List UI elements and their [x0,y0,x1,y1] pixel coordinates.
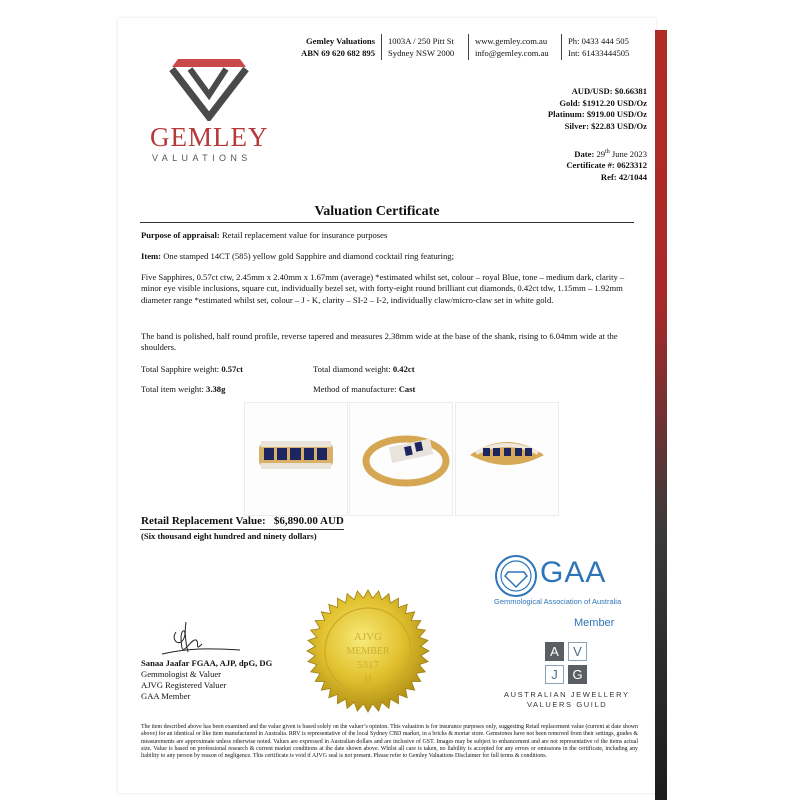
sapphire-weight-value: 0.57ct [221,364,244,374]
header-phone [568,35,629,59]
ajvg-letter-g: G [568,665,587,684]
page-title: Valuation Certificate [314,204,440,219]
band-description: The band is polished, half round profile, reverse tapered and measures 2.38mm wide at the base of the shank, rising to 6.04mm wide at the shoulders. [141,331,618,353]
title-rule [140,222,634,223]
diamond-weight [313,364,513,375]
item-weight-value: 3.38g [206,384,226,394]
stone-description: Five Sapphires, 0.57ct ctw, 2.45mm x 2.40mm x 1.67mm (average) *estimated whilst set, colour – royal Blue, tone – medium dark, clarity – minor eye visible inclusions, square cut, individually bezel set, with forty-eight round brilliant cut diamonds, 0.42ct tdw, 1.15mm – 1.92mm diameter range *estimated whilst set, colour – J - K, clarity – SI-2 – I-2, individually claw/micro-claw set in white gold. [141,272,625,305]
date-rest: June 2023 [611,148,647,159]
company-name: Gemley Valuations [306,36,375,46]
gaa-wordmark: GAA [540,556,607,589]
signature-icon [140,618,250,660]
diamond-weight-value: 0.42ct [392,364,415,374]
header-company [293,35,375,59]
ring-front-image [245,403,347,515]
header-address [388,35,454,59]
ajvg-gold-seal-icon [305,588,431,714]
gaa-member-label: Member [574,617,615,629]
company-abn: ABN 69 620 682 895 [300,48,375,58]
signatory-block [141,658,272,702]
signatory-role2: AJVG Registered Valuer [141,680,227,690]
purpose-line [141,230,633,241]
svg-text:MEMBER: MEMBER [346,646,390,657]
item-label: Item: [141,251,162,261]
certificate-label: Certificate #: [566,160,615,171]
rate-silver: Silver: $22.83 USD/Oz [564,120,647,131]
rate-platinum: Platinum: $919.00 USD/Oz [547,109,647,119]
email-link[interactable]: info@gemley.com.au [475,48,549,58]
intl-phone-number: Int: 61433444505 [568,48,630,58]
header-divider [381,34,382,60]
gemley-gem-icon [168,55,250,121]
ajvg-name-line2: VALUERS GUILD [527,700,608,709]
purpose-label: Purpose of appraisal: [141,230,220,240]
header-web [475,35,549,59]
ref-number: 42/1044 [618,171,647,182]
value-rule [140,529,344,530]
logo-wordmark: GEMLEY [150,122,269,152]
sapphire-weight [141,364,311,375]
rate-aud-usd: AUD/USD: $0.66381 [571,86,647,96]
gaa-full-name: Gemmological Association of Australia [494,597,622,606]
date-label: Date: [574,148,595,159]
disclaimer-text: The item described above has been examined and the value given is based solely on the valuer’s opinion. This valuation is for insurance purposes only, suggesting Retail replacement value (current at date shown above) for an identical or like item manufactured in Australia. RRV is representative of the local Sydney CBD market, in a bricks & mortar store. Gemstones have not been removed from their settings, grades & measurements are approximate unless otherwise noted. Values are expressed in Australian dollars and are inclusive of GST. Images may be subject to enhancement and are not representative of the items actual size. Value is based on professional research & current market conditions at the date shown above. Whilst all care is taken, no liability is accepted for any errors or omissions in the certificate, including any liability to any person by reason of negligence. This certificate is void if AJVG seal is not present. Please refer to Gemley Valuations Disclaimer for full terms & conditions. [141,724,638,760]
logo-subtitle: VALUATIONS [152,153,252,163]
svg-text:AJVG: AJVG [353,631,383,643]
ajvg-letter-v: V [568,642,587,661]
diamond-weight-label: Total diamond weight: [313,364,391,374]
ajvg-letter-a: A [545,642,564,661]
retail-value-label: Retail Replacement Value: [141,515,266,527]
ring-photo-front [244,402,348,516]
decorative-side-bar [655,30,667,800]
ref-label: Ref: [600,171,617,182]
item-line [141,251,633,262]
manufacture-method [313,384,513,395]
retail-value-amount: $6,890.00 AUD [273,515,344,527]
ring-top-image [456,403,558,515]
gaa-emblem-icon [494,554,538,598]
ajvg-name-line1: AUSTRALIAN JEWELLERY [504,690,630,699]
manufacture-label: Method of manufacture: [313,384,397,394]
signatory-name: Sanaa Jaafar FGAA, AJP, dpG, DG [141,658,273,668]
sapphire-weight-label: Total Sapphire weight: [141,364,220,374]
manufacture-value: Cast [398,384,416,394]
date-suffix: th [605,149,610,155]
ajvg-letter-j: J [545,665,564,684]
rates-block [548,86,647,132]
item-text: One stamped 14CT (585) yellow gold Sapphire and diamond cocktail ring featuring; [163,251,454,261]
address-line1: 1003A / 250 Pitt St [388,36,454,46]
address-line2: Sydney NSW 2000 [388,48,455,58]
website-link[interactable]: www.gemley.com.au [475,36,548,46]
date-day: 29 [596,148,606,159]
ring-photo-top [455,402,559,516]
svg-text:H: H [364,674,372,685]
signatory-role3: GAA Member [141,691,191,701]
ring-side-image [350,403,452,515]
certificate-number: 0623312 [616,160,647,171]
svg-text:5317: 5317 [357,659,379,671]
signatory-role1: Gemmologist & Valuer [141,669,222,679]
header-divider [561,34,562,60]
purpose-text: Retail replacement value for insurance purposes [221,230,388,240]
ring-photo-side [349,402,453,516]
header-divider [468,34,469,60]
retail-value-words: (Six thousand eight hundred and ninety dollars) [141,531,317,541]
rate-gold: Gold: $1912.20 USD/Oz [559,97,647,108]
phone-number: Ph: 0433 444 505 [568,36,629,46]
item-weight [141,384,311,395]
retail-value [141,515,344,527]
item-weight-label: Total item weight: [141,384,204,394]
certificate-meta [566,147,647,183]
